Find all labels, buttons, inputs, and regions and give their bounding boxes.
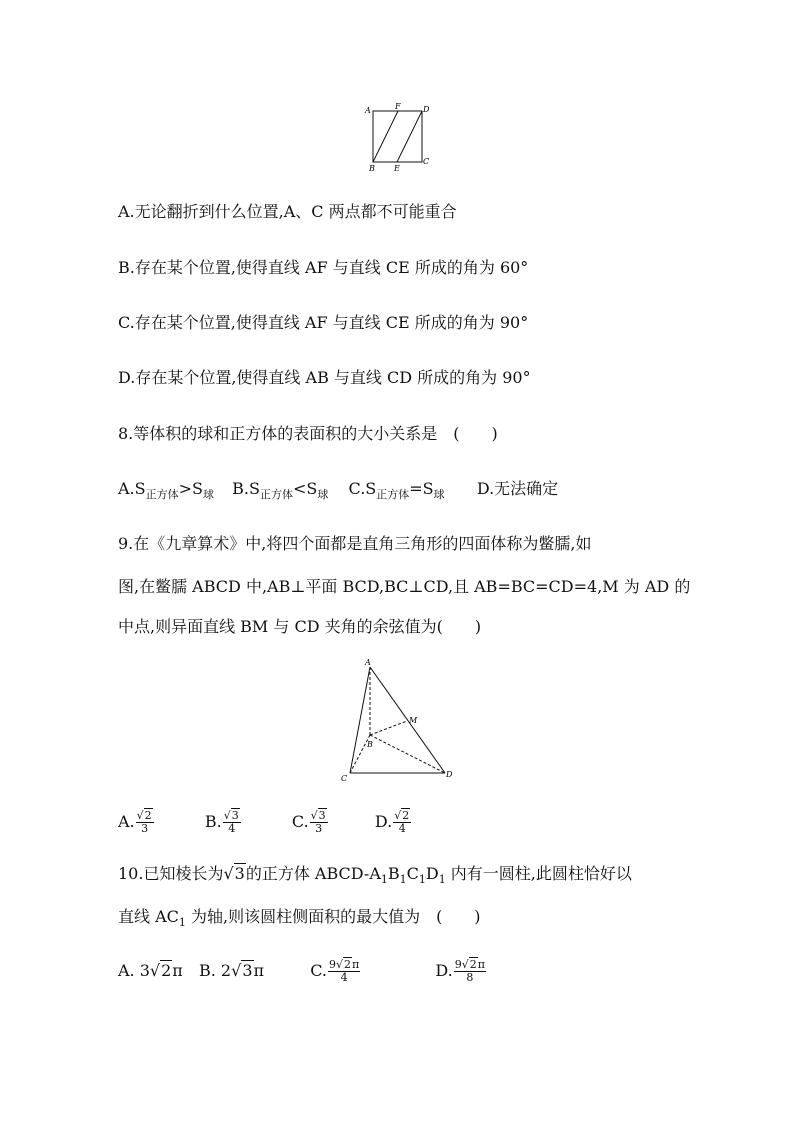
q8-option-a: $A.S_{正方体}>S_球$ xyxy=(118,479,214,501)
q8-options xyxy=(118,478,558,502)
q10-option-d: D. $\frac{9√2\pi}{8}$ xyxy=(435,958,485,984)
fig2-label-c: C xyxy=(341,774,348,783)
q10-line-2: 直线 $AC_1$ 为轴,则该圆柱侧面积的最大值为 ( ) xyxy=(118,907,481,929)
fig1-label-b: B xyxy=(369,164,375,173)
q9-line-1: 9.在《九章算术》中,将四个面都是直角三角形的四面体称为鳖臑,如 xyxy=(118,534,592,553)
q10-line-1: 10.已知棱长为√3的正方体 ABCD-$A_1B_1C_1D_1$ 内有一圆柱,此圆柱恰好以 xyxy=(118,864,632,886)
tetrahedron-figure xyxy=(335,655,465,785)
q9-option-a: A. $\frac{√2}{3}$ xyxy=(118,809,152,835)
fig2-label-m: M xyxy=(409,716,418,725)
fig1-label-a: A xyxy=(365,106,371,115)
fig2-label-d: D xyxy=(446,770,453,779)
fig1-label-c: C xyxy=(423,157,430,166)
q7-option-b: B.存在某个位置,使得直线 AF 与直线 CE 所成的角为 60° xyxy=(118,258,529,277)
fig1-label-f: F xyxy=(395,102,401,111)
fig1-label-e: E xyxy=(394,164,400,173)
q7-option-c: C.存在某个位置,使得直线 AF 与直线 CE 所成的角为 90° xyxy=(118,313,529,332)
q9-option-c: C. $\frac{√3}{3}$ xyxy=(291,809,326,835)
q8-option-d: D.无法确定 xyxy=(476,479,559,498)
q7-option-a: A.无论翻折到什么位置,A、C 两点都不可能重合 xyxy=(118,202,457,221)
q10-option-a: A. 3√2π xyxy=(118,961,183,980)
q9-options xyxy=(118,808,412,836)
q8-stem: 8.等体积的球和正方体的表面积的大小关系是 ( ) xyxy=(118,424,498,443)
q10-option-b: B. 2√3π xyxy=(199,961,265,980)
fig2-label-b: B xyxy=(367,740,373,749)
q9-line-3: 中点,则异面直线 BM 与 CD 夹角的余弦值为( ) xyxy=(118,617,482,636)
square-figure xyxy=(360,100,440,175)
q7-option-d: D.存在某个位置,使得直线 AB 与直线 CD 所成的角为 90° xyxy=(118,368,531,387)
q8-option-c: $C.S_{正方体}=S_球$ xyxy=(348,479,445,501)
q8-option-b: $B.S_{正方体}<S_球$ xyxy=(232,479,329,501)
q9-option-b: B. $\frac{√3}{4}$ xyxy=(204,809,239,835)
fig1-label-d: D xyxy=(423,105,430,114)
q9-line-2: 图,在鳖臑 ABCD 中,AB⊥平面 BCD,BC⊥CD,且 AB=BC=CD=4,M 为 AD 的 xyxy=(118,577,691,596)
q9-option-d: D. $\frac{√2}{4}$ xyxy=(374,809,410,835)
fig2-label-a: A xyxy=(365,658,371,667)
q10-options xyxy=(118,957,487,985)
q10-option-c: C. $\frac{9√2\pi}{4}$ xyxy=(310,958,360,984)
